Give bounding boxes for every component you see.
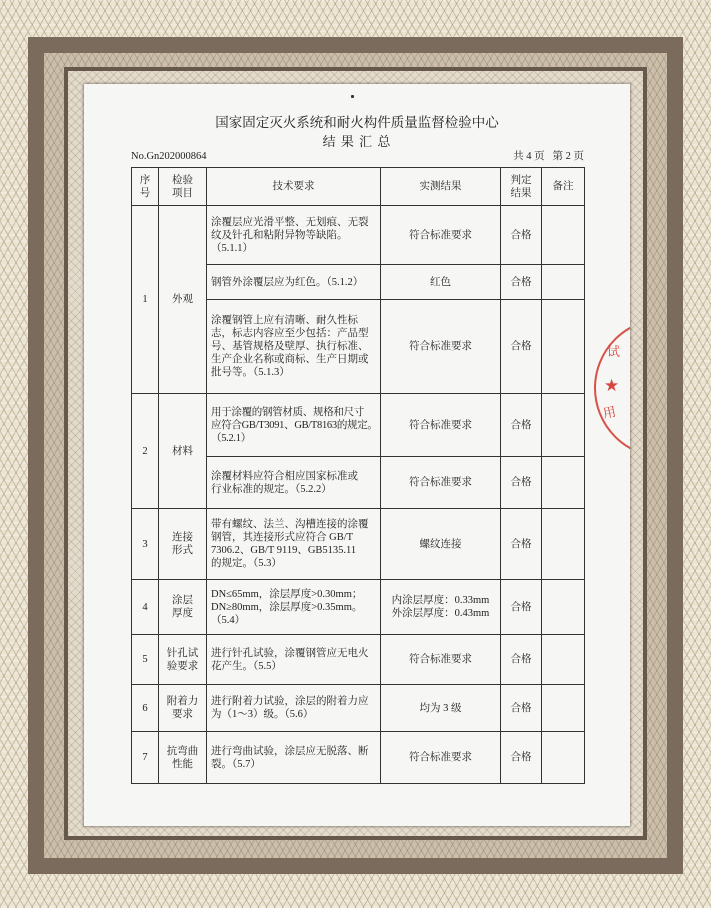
- cell-no: 2: [132, 394, 159, 509]
- cell-no: 1: [132, 206, 159, 394]
- seal-star-icon: [604, 377, 619, 395]
- cell-verdict: 合格: [501, 635, 542, 685]
- page-title: 国家固定灭火系统和耐火构件质量监督检验中心: [215, 115, 499, 130]
- table-row: [132, 394, 585, 457]
- col-header-result: 实测结果: [381, 168, 501, 206]
- cell-item: 材料: [159, 394, 207, 509]
- cell-no: 7: [132, 732, 159, 784]
- cell-requirement: 带有螺纹、法兰、沟槽连接的涂覆 钢管，其连接形式应符合 GB/T 7306.2、GB/T 9119、GB5135.11 的规定。（5.3）: [207, 509, 381, 580]
- cell-no: 4: [132, 580, 159, 635]
- cell-requirement: 涂覆材料应符合相应国家标准或 行业标准的规定。（5.2.2）: [207, 457, 381, 509]
- cell-result: 符合标准要求: [381, 635, 501, 685]
- table-row: [132, 635, 585, 685]
- cell-verdict: 合格: [501, 732, 542, 784]
- cell-verdict: 合格: [501, 509, 542, 580]
- cell-verdict: 合格: [501, 457, 542, 509]
- cell-requirement: 进行针孔试验，涂覆钢管应无电火 花产生。（5.5）: [207, 635, 381, 685]
- page-indicator: 共 4 页 第 2 页: [513, 151, 584, 162]
- table-row: [132, 509, 585, 580]
- seal-char: 用: [601, 403, 618, 422]
- cell-requirement: 进行弯曲试验，涂层应无脱落、断 裂。（5.7）: [207, 732, 381, 784]
- cell-remarks: [542, 732, 585, 784]
- cell-remarks: [542, 580, 585, 635]
- cell-verdict: 合格: [501, 580, 542, 635]
- cell-no: 5: [132, 635, 159, 685]
- cell-result: 均为 3 级: [381, 685, 501, 732]
- binding-mark: [351, 95, 354, 98]
- cell-remarks: [542, 300, 585, 394]
- cell-item: 针孔试 验要求: [159, 635, 207, 685]
- page-subtitle: 结 果 汇 总: [322, 134, 392, 149]
- cell-item: 连接 形式: [159, 509, 207, 580]
- cell-remarks: [542, 206, 585, 265]
- cell-result: 符合标准要求: [381, 300, 501, 394]
- cell-no: 3: [132, 509, 159, 580]
- cell-result: 符合标准要求: [381, 457, 501, 509]
- col-header-item: 检验 项目: [159, 168, 207, 206]
- report-page: [84, 84, 630, 826]
- cell-verdict: 合格: [501, 685, 542, 732]
- cell-result: 符合标准要求: [381, 206, 501, 265]
- cell-item: 附着力 要求: [159, 685, 207, 732]
- cell-requirement: 用于涂覆的钢管材质、规格和尺寸 应符合GB/T3091、GB/T8163的规定。 （5.2.1）: [207, 394, 381, 457]
- cell-result: 符合标准要求: [381, 732, 501, 784]
- table-row: [132, 580, 585, 635]
- cell-item: 外观: [159, 206, 207, 394]
- cell-remarks: [542, 394, 585, 457]
- cell-requirement: DN≤65mm，涂层厚度>0.30mm； DN≥80mm，涂层厚度>0.35mm。 （5.4）: [207, 580, 381, 635]
- cell-result: 符合标准要求: [381, 394, 501, 457]
- report-number: No.Gn202000864: [131, 151, 207, 162]
- col-header-requirement: 技术要求: [207, 168, 381, 206]
- cell-result: 内涂层厚度：0.33mm 外涂层厚度：0.43mm: [381, 580, 501, 635]
- col-header-remarks: 备注: [542, 168, 585, 206]
- col-header-no: 序 号: [132, 168, 159, 206]
- col-header-verdict: 判定 结果: [501, 168, 542, 206]
- cell-item: 涂层 厚度: [159, 580, 207, 635]
- table-row: [132, 732, 585, 784]
- cell-verdict: 合格: [501, 265, 542, 300]
- cell-verdict: 合格: [501, 206, 542, 265]
- cell-remarks: [542, 509, 585, 580]
- report-meta: [131, 150, 584, 163]
- table-row: [132, 206, 585, 265]
- cell-remarks: [542, 265, 585, 300]
- cell-result: 红色: [381, 265, 501, 300]
- cell-requirement: 进行附着力试验，涂层的附着力应 为（1～3）级。（5.6）: [207, 685, 381, 732]
- cell-requirement: 钢管外涂覆层应为红色。（5.1.2）: [207, 265, 381, 300]
- cell-requirement: 涂覆钢管上应有清晰、耐久性标 志，标志内容应至少包括：产品型 号、基管规格及壁厚、执行标准、 生产企业名称或商标、生产日期或 批号等。（5.1.3）: [207, 300, 381, 394]
- cell-no: 6: [132, 685, 159, 732]
- cell-remarks: [542, 635, 585, 685]
- table-row: [132, 685, 585, 732]
- cell-item: 抗弯曲 性能: [159, 732, 207, 784]
- cell-verdict: 合格: [501, 394, 542, 457]
- cell-requirement: 涂覆层应光滑平整、无划痕、无裂 纹及针孔和粘附异物等缺陷。 （5.1.1）: [207, 206, 381, 265]
- table-header-row: [132, 168, 585, 206]
- cell-remarks: [542, 685, 585, 732]
- cell-result: 螺纹连接: [381, 509, 501, 580]
- cell-verdict: 合格: [501, 300, 542, 394]
- results-table: [131, 167, 585, 784]
- cell-remarks: [542, 457, 585, 509]
- seal-char: 试: [607, 344, 621, 359]
